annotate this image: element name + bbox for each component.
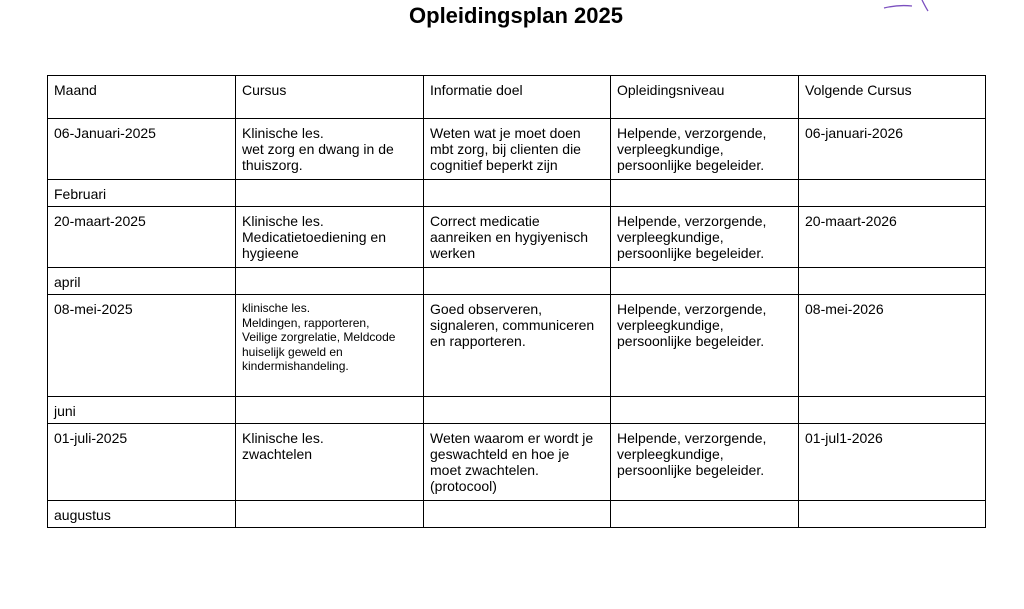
cell-volgende-cursus: 06-januari-2026 — [799, 119, 986, 180]
table-row — [48, 207, 986, 268]
page-title: Opleidingsplan 2025 — [409, 3, 623, 28]
cell-opleidingsniveau: Helpende, verzorgende, verpleegkundige, persoonlijke begeleider. — [611, 424, 799, 501]
cell-opleidingsniveau — [611, 501, 799, 528]
cell-maand: juni — [48, 397, 236, 424]
cell-opleidingsniveau: Helpende, verzorgende, verpleegkundige, persoonlijke begeleider. — [611, 119, 799, 180]
cell-informatie-doel — [424, 397, 611, 424]
handwritten-mark-icon — [878, 0, 938, 12]
header-informatie-doel: Informatie doel — [424, 76, 611, 119]
cell-maand: augustus — [48, 501, 236, 528]
cell-volgende-cursus — [799, 180, 986, 207]
table-header-row — [48, 76, 986, 119]
cell-maand: 08-mei-2025 — [48, 295, 236, 397]
cell-informatie-doel: Weten waarom er wordt je geswachteld en hoe je moet zwachtelen. (protocool) — [424, 424, 611, 501]
cell-informatie-doel: Goed observeren, signaleren, communiceren en rapporteren. — [424, 295, 611, 397]
cell-volgende-cursus: 20-maart-2026 — [799, 207, 986, 268]
header-volgende-cursus: Volgende Cursus — [799, 76, 986, 119]
cell-informatie-doel: Correct medicatie aanreiken en hygiyenisch werken — [424, 207, 611, 268]
training-plan-table — [47, 75, 986, 528]
cell-opleidingsniveau — [611, 268, 799, 295]
cell-opleidingsniveau: Helpende, verzorgende, verpleegkundige, persoonlijke begeleider. — [611, 207, 799, 268]
table-row — [48, 268, 986, 295]
cell-maand: april — [48, 268, 236, 295]
cell-volgende-cursus: 08-mei-2026 — [799, 295, 986, 397]
cell-volgende-cursus — [799, 397, 986, 424]
cell-cursus: Klinische les. zwachtelen — [236, 424, 424, 501]
cell-cursus — [236, 180, 424, 207]
header-opleidingsniveau: Opleidingsniveau — [611, 76, 799, 119]
cell-volgende-cursus — [799, 268, 986, 295]
cell-volgende-cursus — [799, 501, 986, 528]
header-maand: Maand — [48, 76, 236, 119]
cell-opleidingsniveau: Helpende, verzorgende, verpleegkundige, persoonlijke begeleider. — [611, 295, 799, 397]
cell-maand: 20-maart-2025 — [48, 207, 236, 268]
cell-volgende-cursus: 01-jul1-2026 — [799, 424, 986, 501]
header-cursus: Cursus — [236, 76, 424, 119]
cell-informatie-doel — [424, 501, 611, 528]
cell-maand: 06-Januari-2025 — [48, 119, 236, 180]
cell-informatie-doel: Weten wat je moet doen mbt zorg, bij clienten die cognitief beperkt zijn — [424, 119, 611, 180]
table-row — [48, 397, 986, 424]
cell-maand: Februari — [48, 180, 236, 207]
cell-opleidingsniveau — [611, 180, 799, 207]
table-row — [48, 295, 986, 397]
cell-cursus: Klinische les. Medicatietoediening en hygieene — [236, 207, 424, 268]
table-row — [48, 180, 986, 207]
cell-informatie-doel — [424, 268, 611, 295]
cell-opleidingsniveau — [611, 397, 799, 424]
table-row — [48, 119, 986, 180]
cell-cursus: klinische les. Meldingen, rapporteren, Veilige zorgrelatie, Meldcode huiselijk geweld en kindermishandeling. — [236, 295, 424, 397]
cell-informatie-doel — [424, 180, 611, 207]
table-row — [48, 424, 986, 501]
cell-cursus: Klinische les. wet zorg en dwang in de thuiszorg. — [236, 119, 424, 180]
cell-maand: 01-juli-2025 — [48, 424, 236, 501]
cell-cursus — [236, 397, 424, 424]
cell-cursus — [236, 501, 424, 528]
cell-cursus — [236, 268, 424, 295]
table-row — [48, 501, 986, 528]
